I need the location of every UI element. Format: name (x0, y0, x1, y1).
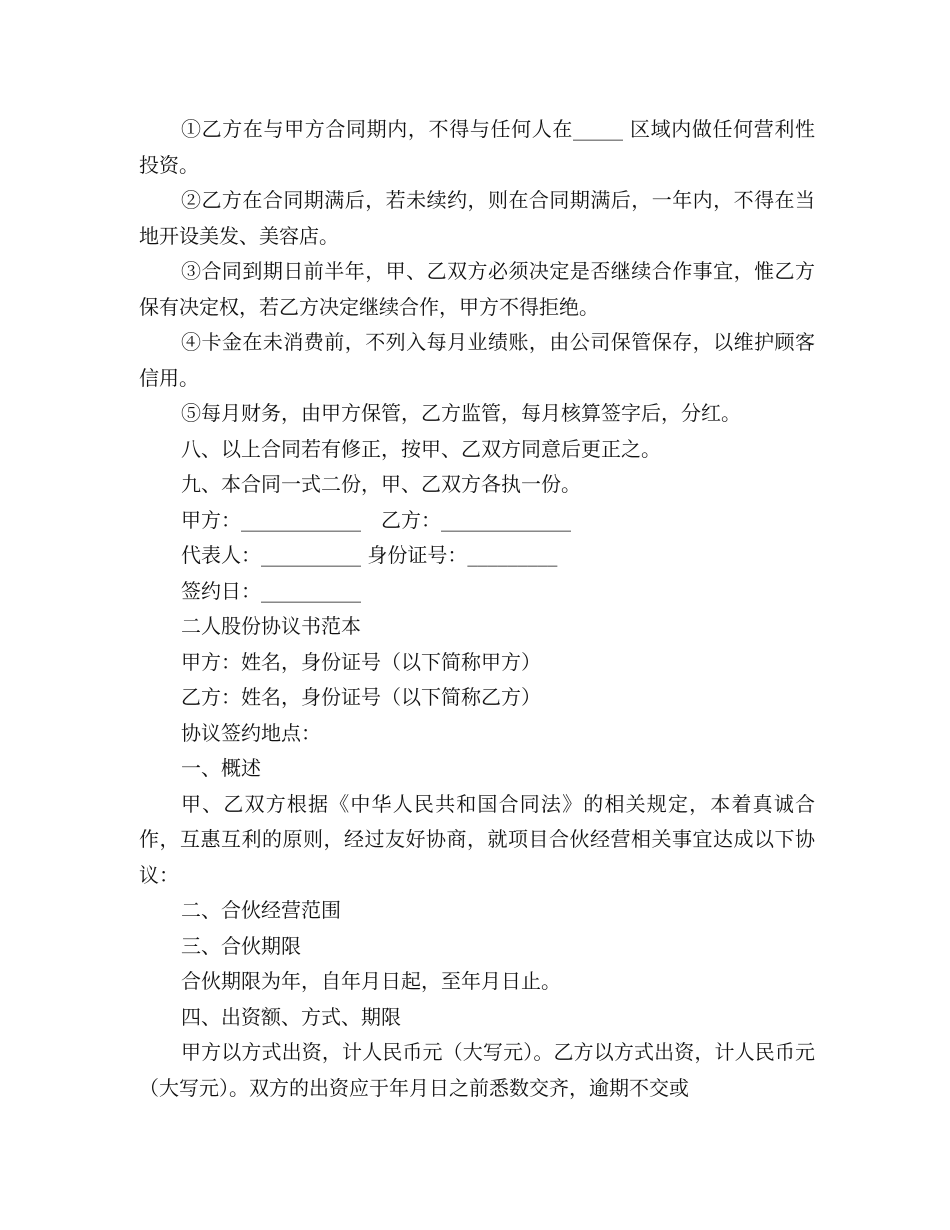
paragraph-clause-5: ⑤每月财务，由甲方保管，乙方监管，每月核算签字后，分红。 (181, 401, 741, 425)
paragraph-contribution: 甲方以方式出资，计人民币元（大写元）。乙方以方式出资，计人民币元（大写元）。双方的出资应于年月日之前悉数交齐，逾期不交或 (139, 1040, 815, 1100)
signature-date-line: 签约日：__________ (181, 578, 361, 603)
paragraph-section-8: 八、以上合同若有修正，按甲、乙双方同意后更正之。 (181, 436, 661, 461)
signature-parties-line: 甲方：____________ 乙方：_____________ (181, 507, 571, 532)
paragraph-clause-1: ①乙方在与甲方合同期内，不得与任何人在_____ 区域内做任何营利性投资。 (139, 117, 815, 177)
paragraph-clause-3: ③合同到期日前半年，甲、乙双方必须决定是否继续合作事宜，惟乙方保有决定权，若乙方决定继续合作，甲方不得拒绝。 (139, 259, 815, 319)
heading-contribution: 四、出资额、方式、期限 (181, 1004, 401, 1029)
paragraph-term: 合伙期限为年，自年月日起，至年月日止。 (181, 969, 561, 993)
signing-location-line: 协议签约地点： (181, 720, 321, 745)
paragraph-clause-4: ④卡金在未消费前，不列入每月业绩账，由公司保管保存，以维护顾客信用。 (139, 330, 815, 390)
document-title: 二人股份协议书范本 (181, 614, 361, 638)
party-a-line: 甲方：姓名，身份证号（以下简称甲方） (181, 649, 541, 674)
heading-scope: 二、合伙经营范围 (181, 898, 341, 922)
heading-term: 三、合伙期限 (181, 933, 301, 958)
heading-overview: 一、概述 (181, 756, 261, 780)
paragraph-clause-2: ②乙方在合同期满后，若未续约，则在合同期满后，一年内，不得在当地开设美发、美容店。 (139, 188, 815, 248)
party-b-line: 乙方：姓名，身份证号（以下简称乙方） (181, 685, 541, 709)
paragraph-overview: 甲、乙双方根据《中华人民共和国合同法》的相关规定，本着真诚合作，互惠互利的原则，经过友好协商，就项目合伙经营相关事宜达成以下协议： (139, 791, 815, 887)
document-page (139, 112, 815, 1106)
paragraph-section-9: 九、本合同一式二份，甲、乙双方各执一份。 (181, 472, 581, 496)
signature-representative-line: 代表人：__________ 身份证号：_________ (181, 543, 558, 567)
